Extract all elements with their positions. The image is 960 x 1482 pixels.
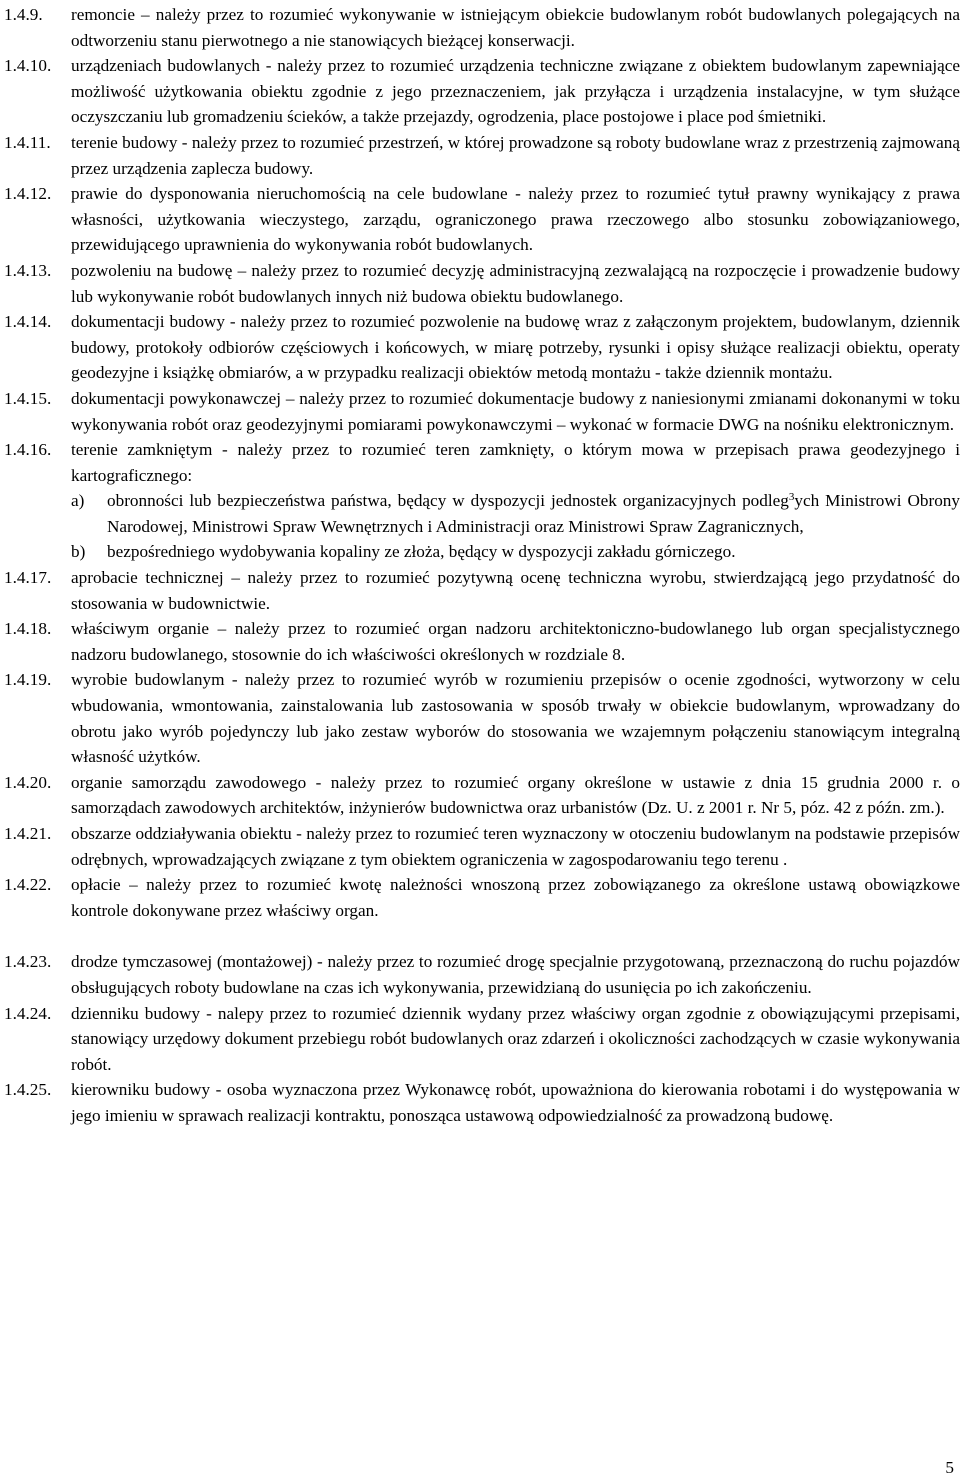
- definition-1-4-12: [4, 181, 960, 258]
- definition-1-4-15: [4, 386, 960, 437]
- definition-number: 1.4.13.: [4, 260, 52, 280]
- definition-1-4-22: [4, 872, 960, 923]
- subitem-text-part: obronności lub bezpieczeństwa państwa, będący w dyspozycji jednostek organizacyjnych podleg: [107, 491, 789, 511]
- definition-1-4-14: [4, 309, 960, 386]
- definition-1-4-18: [4, 616, 960, 667]
- definition-number: 1.4.25.: [4, 1080, 52, 1100]
- subitem-a: [71, 488, 960, 539]
- definition-1-4-9: [4, 2, 960, 53]
- definition-1-4-21: [4, 821, 960, 872]
- subitem-text: [107, 488, 960, 539]
- definition-number: 1.4.17.: [4, 568, 52, 588]
- definition-text: opłacie – należy przez to rozumieć kwotę należności wnoszoną przez zobowiązanego za określone ustawą obowiązkowe kontrole dokonywane przez właściwy organ.: [71, 875, 960, 920]
- subitem-label: a): [71, 491, 85, 511]
- definition-text: drodze tymczasowej (montażowej) - należy przez to rozumieć drogę specjalnie przygotowaną, przeznaczoną do ruchu pojazdów obsługujących roboty budowlane na czas ich wykonywania, przewidzianą do usunięcia po ich zakończeniu.: [71, 952, 960, 997]
- superscript: 3: [788, 491, 795, 504]
- definition-text: prawie do dysponowania nieruchomością na cele budowlane - należy przez to rozumieć tytuł prawny wynikający z prawa własności, użytkowania wieczystego, zarządu, ograniczonego prawa rzeczowego albo stosunku zobowiązaniowego, przewidującego uprawnienia do wykonywania robót budowlanych.: [71, 184, 960, 255]
- definition-1-4-10: [4, 53, 960, 130]
- definition-body: [71, 437, 960, 565]
- definition-number: 1.4.23.: [4, 952, 52, 972]
- definition-number: 1.4.9.: [4, 5, 43, 24]
- definition-text: terenie budowy - należy przez to rozumieć przestrzeń, w której prowadzone są roboty budowlane wraz z przestrzenią zajmowaną przez urządzenia zaplecza budowy.: [71, 132, 960, 178]
- definition-text: remoncie – należy przez to rozumieć wykonywanie w istniejącym obiekcie budowlanym robót budowlanych polegających na odtworzeniu stanu pierwotnego a nie stanowiących bieżącej konserwacji.: [71, 5, 960, 50]
- definition-1-4-25: [4, 1077, 960, 1128]
- definition-text: kierowniku budowy - osoba wyznaczona przez Wykonawcę robót, upoważniona do kierowania robotami i do występowania w jego imieniu w sprawach realizacji kontraktu, ponosząca ustawową odpowiedzialność za prowadzoną budowę.: [71, 1080, 960, 1125]
- definition-number: 1.4.12.: [4, 184, 52, 204]
- definition-text: organie samorządu zawodowego - należy przez to rozumieć organy określone w ustawie z dnia 15 grudnia 2000 r. o samorządach zawodowych architektów, inżynierów budownictwa oraz urbanistów (Dz. U. z 2001 r. Nr 5, póz. 42 z późn. zm.).: [71, 772, 960, 818]
- definition-number: 1.4.11.: [4, 132, 51, 152]
- definition-number: 1.4.18.: [4, 619, 52, 639]
- definition-text: terenie zamkniętym - należy przez to rozumieć teren zamknięty, o którym mowa w przepisach prawa geodezyjnego i kartograficznego:: [71, 440, 960, 485]
- definition-text: aprobacie technicznej – należy przez to rozumieć pozytywną ocenę techniczna wyrobu, stwierdzającą jego przydatność do stosowania w budownictwie.: [71, 568, 960, 613]
- subitem-label: b): [71, 542, 86, 562]
- definition-number: 1.4.24.: [4, 1003, 52, 1023]
- definition-number: 1.4.20.: [4, 772, 52, 792]
- definition-1-4-20: [4, 770, 960, 821]
- definition-number: 1.4.10.: [4, 56, 52, 76]
- definition-1-4-19: [4, 667, 960, 769]
- subitem-text-part: ych Ministrowi Obrony Narodowej, Ministrowi Spraw Wewnętrznych i Administracji oraz Ministrowi Spraw Zagranicznych,: [107, 491, 960, 536]
- definition-text: dokumentacji budowy - należy przez to rozumieć pozwolenie na budowę wraz z załączonym projektem, budowlanym, dziennik budowy, protokoły odbiorów częściowych i końcowych, w miarę potrzeby, rysunki i opisy służące realizacji obiektu, operaty geodezyjne i książkę obmiarów, a w przypadku realizacji obiektów metodą montażu - także dziennik montażu.: [71, 312, 960, 383]
- definition-1-4-23: [4, 949, 960, 1000]
- definition-text: dzienniku budowy - nalepy przez to rozumieć dziennik wydany przez właściwy organ zgodnie z obowiązującymi przepisami, stanowiący urzędowy dokument przebiegu robót budowlanych oraz zdarzeń i okoliczności zachodzących w czasie wykonywania robót.: [71, 1003, 960, 1074]
- definition-number: 1.4.15.: [4, 388, 52, 408]
- definition-number: 1.4.16.: [4, 440, 52, 460]
- definition-text: obszarze oddziaływania obiektu - należy przez to rozumieć teren wyznaczony w otoczeniu budowlanym na podstawie przepisów odrębnych, wprowadzających związane z tym obiektem ograniczenia w zagospodarowaniu tego terenu .: [71, 824, 960, 869]
- definition-text: wyrobie budowlanym - należy przez to rozumieć wyrób w rozumieniu przepisów o ocenie zgodności, wytworzony w celu wbudowania, wmontowania, zainstalowania lub zastosowania w sposób trwały w obiekcie budowlanym, wprowadzany do obrotu jako wyrób pojedynczy lub jako zestaw wyborów do stosowania we wzajemnym połączeniu stanowiącym integralną własność użytków.: [71, 670, 960, 767]
- definition-number: 1.4.14.: [4, 312, 52, 332]
- definition-text: dokumentacji powykonawczej – należy przez to rozumieć dokumentacje budowy z naniesionymi zmianami dokonanymi w toku wykonywania robót oraz geodezyjnymi pomiarami powykonawczymi – wykonać w formacie DWG na nośniku elektronicznym.: [71, 388, 960, 434]
- definition-number: 1.4.22.: [4, 875, 52, 895]
- definition-1-4-13: [4, 258, 960, 309]
- subitem-text: bezpośredniego wydobywania kopaliny ze złoża, będący w dyspozycji zakładu górniczego.: [107, 542, 736, 562]
- definition-text: pozwoleniu na budowę – należy przez to rozumieć decyzję administracyjną zezwalającą na rozpoczęcie i prowadzenie budowy lub wykonywanie robót budowlanych innych niż budowa obiektu budowlanego.: [71, 260, 960, 306]
- definition-number: 1.4.19.: [4, 670, 52, 690]
- definition-text: urządzeniach budowlanych - należy przez to rozumieć urządzenia techniczne związane z obiektem budowlanym zapewniające możliwość użytkowania obiektu zgodnie z jego przeznaczeniem, jak przyłącza i urządzenia instalacyjne, w tym służące oczyszczaniu lub gromadzeniu ścieków, a także przejazdy, ogrodzenia, place postojowe i place pod śmietniki.: [71, 56, 960, 127]
- definition-text: właściwym organie – należy przez to rozumieć organ nadzoru architektoniczno-budowlanego lub organ specjalistycznego nadzoru budowlanego, stosownie do ich właściwości określonych w rozdziale 8.: [71, 619, 960, 664]
- definition-1-4-24: [4, 1001, 960, 1078]
- subitem-b: [71, 539, 960, 565]
- definition-1-4-17: [4, 565, 960, 616]
- definition-1-4-16: [4, 437, 960, 565]
- definition-1-4-11: [4, 130, 960, 181]
- definition-number: 1.4.21.: [4, 824, 52, 843]
- page-number: 5: [945, 1458, 954, 1477]
